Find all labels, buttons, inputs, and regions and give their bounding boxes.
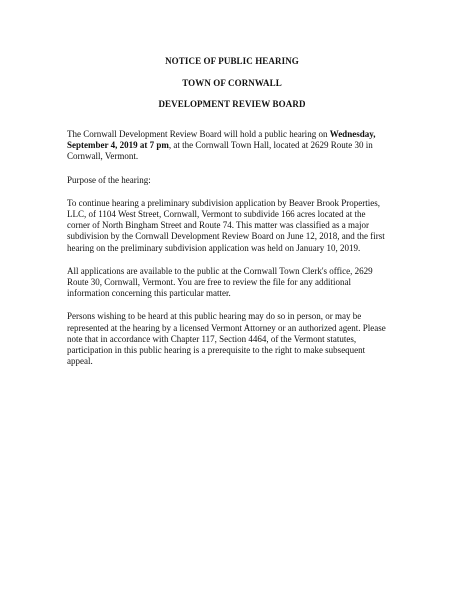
- participation-line: note that in accordance with Chapter 117, Section 4464, of the Vermont statutes,: [67, 333, 357, 344]
- purpose-line: subdivision by the Cornwall Development Review Board on June 12, 2018, and the first: [67, 231, 385, 242]
- hearing-location-text: , at the Cornwall Town Hall, located at 2629 Route 30 in: [168, 140, 373, 151]
- notice-title: NOTICE OF PUBLIC HEARING: [165, 56, 299, 66]
- participation-line: Persons wishing to be heard at this public hearing may do so in person, or may be: [67, 311, 362, 322]
- participation-line: participation in this public hearing is a prerequisite to the right to make subsequent: [67, 345, 366, 356]
- applications-line: information concerning this particular matter.: [67, 288, 231, 299]
- applications-paragraph: [67, 266, 412, 300]
- purpose-line: LLC, of 1104 West Street, Cornwall, Vermont to subdivide 166 acres located at the: [67, 209, 366, 220]
- hearing-date-time: September 4, 2019 at 7 pm: [67, 140, 169, 151]
- purpose-label: Purpose of the hearing:: [67, 174, 151, 185]
- applications-line: All applications are available to the public at the Cornwall Town Clerk's office, 2629: [67, 265, 373, 276]
- announcement-line-2: [67, 140, 412, 151]
- hearing-announcement-paragraph: [67, 129, 412, 163]
- notice-body: [67, 129, 412, 379]
- participation-line: represented at the hearing by a licensed Vermont Attorney or an authorized agent. Please: [67, 322, 386, 333]
- announcement-line-1: [67, 129, 412, 140]
- participation-line: appeal.: [67, 356, 93, 367]
- purpose-line: To continue hearing a preliminary subdivision application by Beaver Brook Properties,: [67, 197, 381, 208]
- announcement-text: The Cornwall Development Review Board will hold a public hearing on: [67, 129, 330, 139]
- hearing-day: Wednesday,: [329, 129, 376, 139]
- purpose-line: hearing on the preliminary subdivision application was held on January 10, 2019.: [67, 242, 361, 253]
- purpose-line: corner of North Bingham Street and Route 74. This matter was classified as a major: [67, 220, 370, 231]
- applications-line: Route 30, Cornwall, Vermont. You are free to review the file for any additional: [67, 277, 352, 288]
- purpose-paragraph: [67, 198, 412, 254]
- town-name-heading: TOWN OF CORNWALL: [182, 78, 282, 88]
- board-name-heading: DEVELOPMENT REVIEW BOARD: [158, 99, 306, 109]
- participation-paragraph: [67, 311, 412, 367]
- announcement-line-3: Cornwall, Vermont.: [67, 151, 139, 162]
